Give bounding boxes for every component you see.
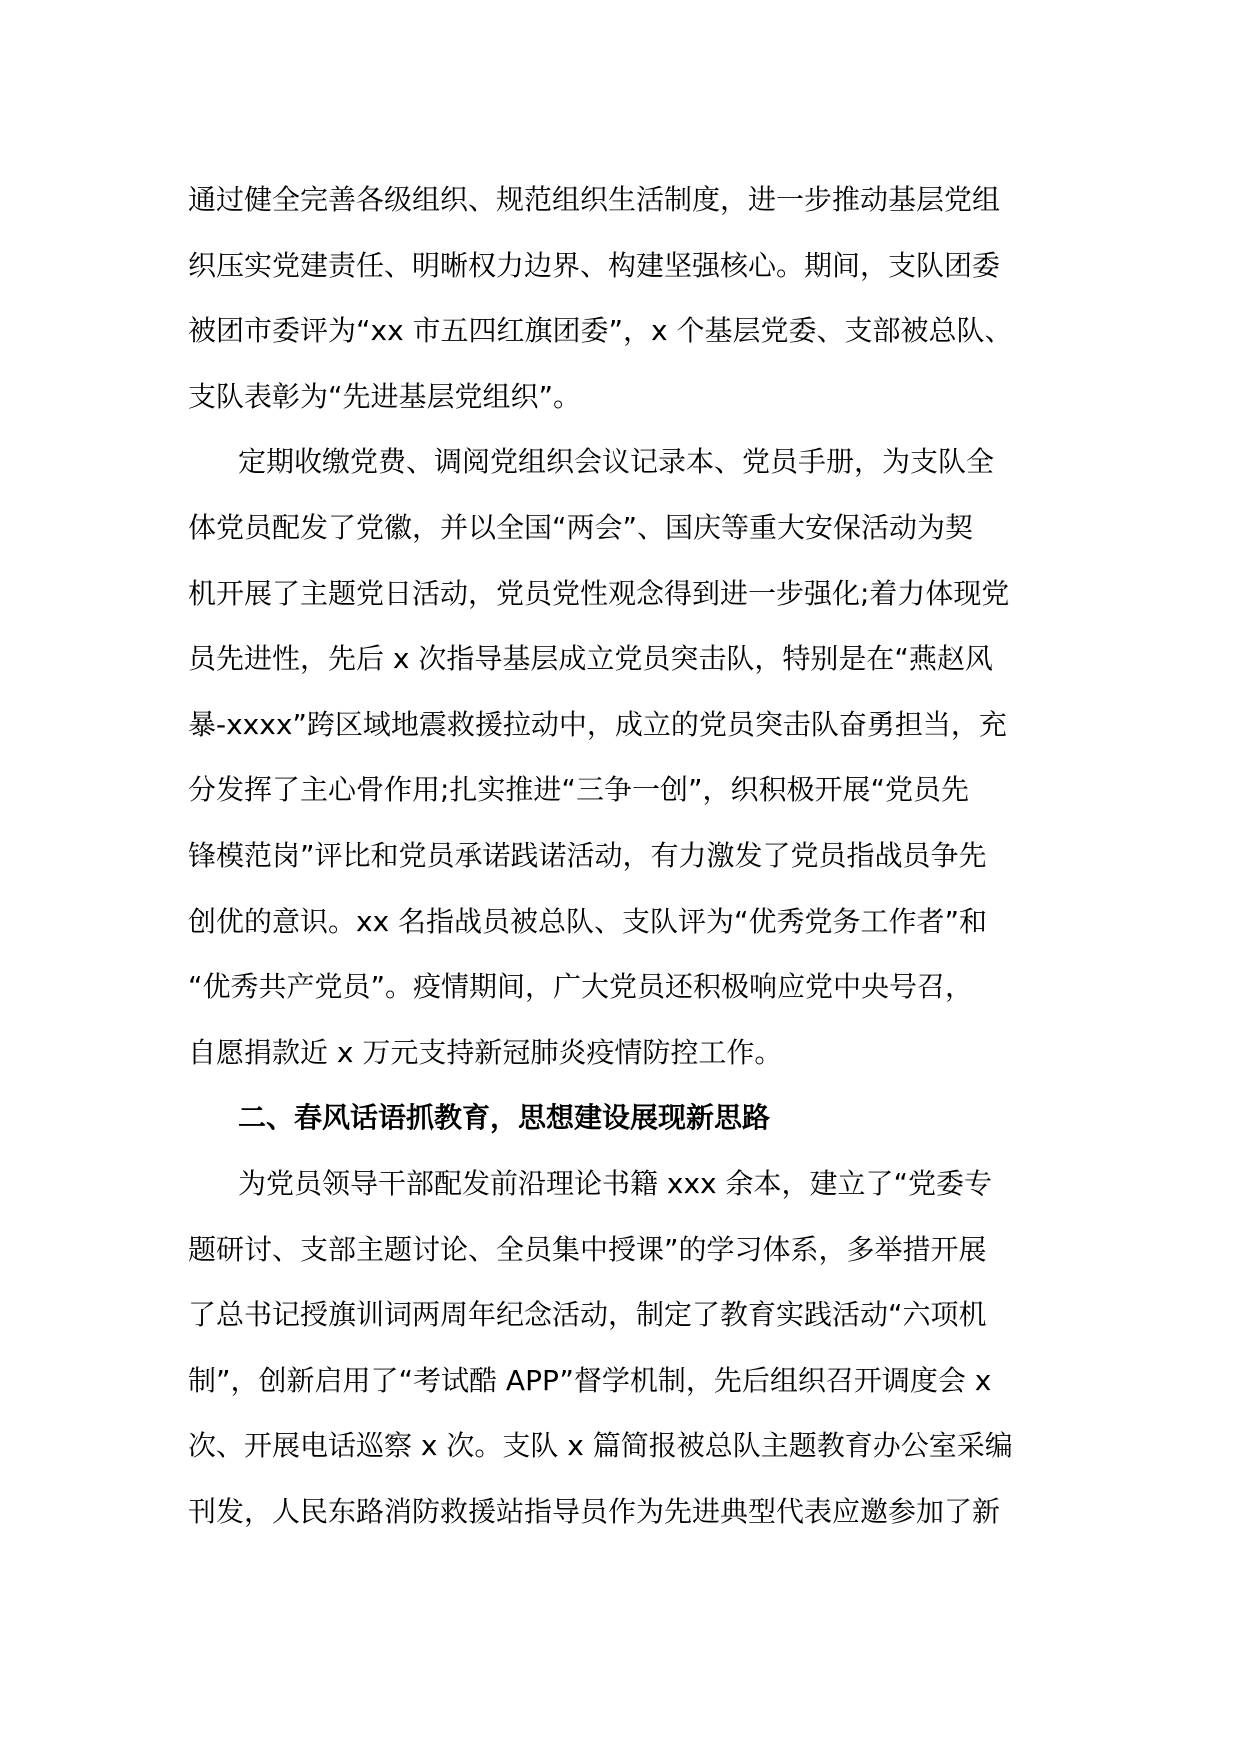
document-body [188,167,1058,1544]
body-line: “优秀共产党员”。疫情期间，广大党员还积极响应党中央号召， [188,970,974,1004]
body-line: 锋模范岗”评比和党员承诺践诺活动，有力激发了党员指战员争先 [188,838,987,872]
section-heading: 二、春风话语抓教育，思想建设展现新思路 [238,1101,771,1135]
body-line: 刊发，人民东路消防救援站指导员作为先进典型代表应邀参加了新 [188,1494,1001,1528]
body-line: 制”，创新启用了“考试酷 APP”督学机制，先后组织召开调度会 x [188,1363,992,1397]
body-line: 分发挥了主心骨作用;扎实推进“三争一创”，织积极开展“党员先 [188,773,969,807]
body-line: 自愿捐款近 x 万元支持新冠肺炎疫情防控工作。 [188,1035,783,1069]
body-line: 创优的意识。xx 名指战员被总队、支队评为“优秀党务工作者”和 [188,904,988,938]
body-line: 织压实党建责任、明晰权力边界、构建坚强核心。期间，支队团委 [188,248,1001,282]
body-line: 员先进性，先后 x 次指导基层成立党员突击队，特别是在“燕赵风 [188,642,993,676]
body-line: 支队表彰为“先进基层党组织”。 [188,379,582,413]
body-line: 题研讨、支部主题讨论、全员集中授课”的学习体系，多举措开展 [188,1232,987,1266]
body-line: 被团市委评为“xx 市五四红旗团委”，x 个基层党委、支部被总队、 [188,314,1013,348]
body-line: 次、开展电话巡察 x 次。支队 x 篇简报被总队主题教育办公室采编 [188,1429,1013,1463]
paragraph-first-line: 为党员领导干部配发前沿理论书籍 xxx 余本，建立了“党委专 [238,1166,993,1200]
paragraph-first-line: 定期收缴党费、调阅党组织会议记录本、党员手册，为支队全 [238,445,995,479]
body-line: 体党员配发了党徽，并以全国“两会”、国庆等重大安保活动为契 [188,510,974,544]
body-line: 机开展了主题党日活动，党员党性观念得到进一步强化;着力体现党 [188,576,1010,610]
body-line: 暴-xxxx”跨区域地震救援拉动中，成立的党员突击队奋勇担当，充 [188,707,1007,741]
body-line: 通过健全完善各级组织、规范组织生活制度，进一步推动基层党组 [188,183,1001,216]
body-line: 了总书记授旗训词两周年纪念活动，制定了教育实践活动“六项机 [188,1298,987,1332]
